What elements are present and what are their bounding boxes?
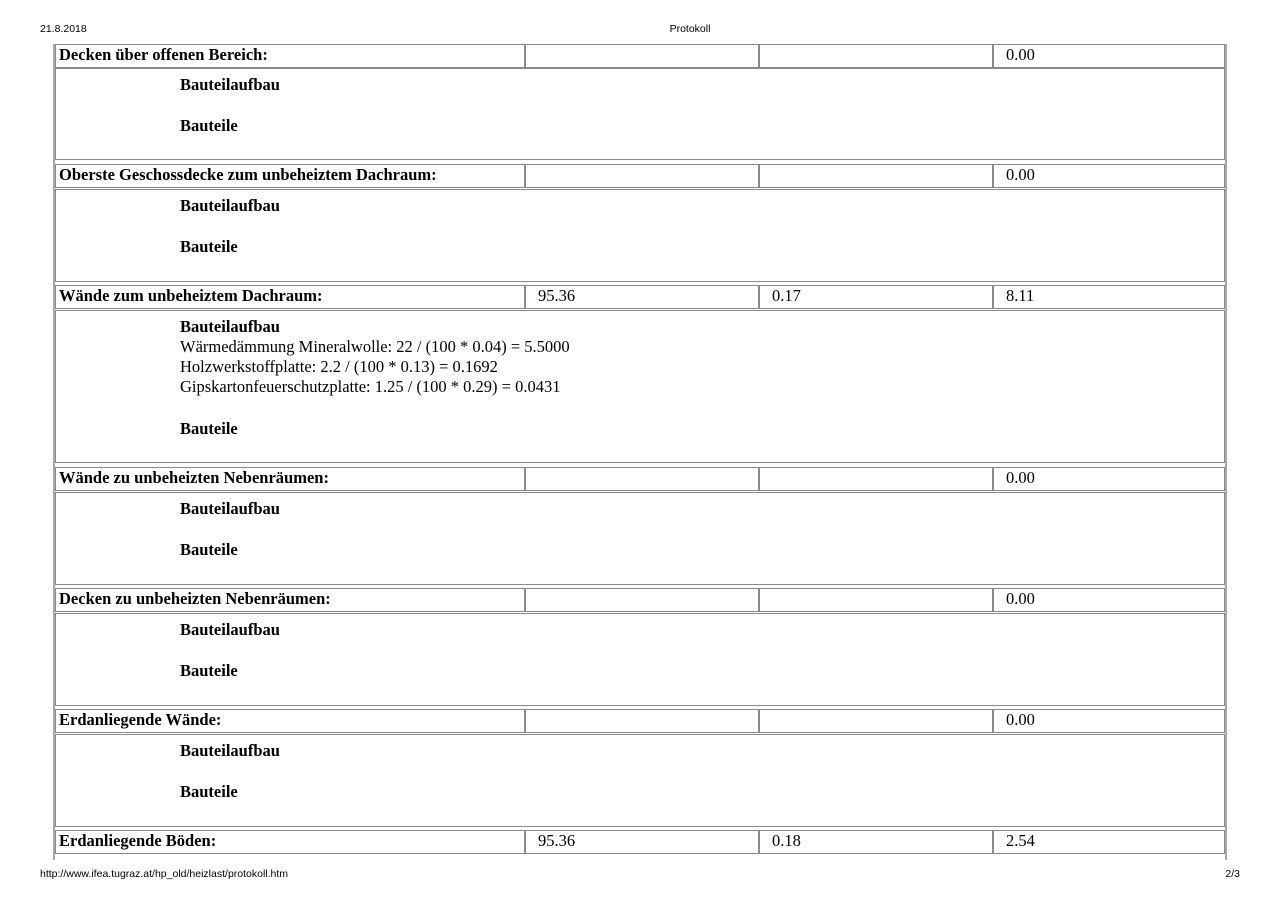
row-label: Wände zu unbeheizten Nebenräumen: [55, 467, 525, 491]
detail-panel [55, 734, 1225, 827]
row-label: Wände zum unbeheiztem Dachraum: [55, 285, 525, 309]
row-value-area [525, 588, 759, 612]
row-label: Oberste Geschossdecke zum unbeheiztem Dachraum: [55, 164, 525, 188]
row-value-area [525, 709, 759, 733]
detail-panel [55, 613, 1225, 706]
detail-panel [55, 492, 1225, 585]
print-title: Protokoll [669, 23, 711, 35]
row-value-u: 0.18 [759, 830, 993, 854]
row-value-u [759, 588, 993, 612]
bauteile-heading: Bauteile [180, 419, 238, 438]
bauteile-heading: Bauteile [180, 661, 238, 680]
bauteilaufbau-heading: Bauteilaufbau [180, 741, 280, 760]
print-date: 21.8.2018 [40, 23, 87, 35]
row-value-u [759, 44, 993, 68]
row-value-loss: 2.54 [993, 830, 1225, 854]
row-value-u [759, 709, 993, 733]
row-value-area [525, 164, 759, 188]
row-value-area [525, 44, 759, 68]
bauteilaufbau-heading: Bauteilaufbau [180, 620, 280, 639]
bauteile-heading: Bauteile [180, 116, 238, 135]
bauteile-heading: Bauteile [180, 237, 238, 256]
layer-line: Wärmedämmung Mineralwolle: 22 / (100 * 0.04) = 5.5000 [180, 337, 570, 356]
row-value-area: 95.36 [525, 285, 759, 309]
bauteile-heading: Bauteile [180, 782, 238, 801]
row-value-loss: 0.00 [993, 467, 1225, 491]
detail-panel [55, 68, 1225, 160]
layer-line: Holzwerkstoffplatte: 2.2 / (100 * 0.13) = 0.1692 [180, 357, 498, 376]
print-url: http://www.ifea.tugraz.at/hp_old/heizlast/protokoll.htm [40, 868, 289, 880]
row-label: Erdanliegende Wände: [55, 709, 525, 733]
bauteilaufbau-heading: Bauteilaufbau [180, 317, 280, 336]
row-value-area [525, 467, 759, 491]
bauteilaufbau-heading: Bauteilaufbau [180, 499, 280, 518]
row-value-loss: 0.00 [993, 588, 1225, 612]
row-label: Erdanliegende Böden: [55, 830, 525, 854]
print-page-number: 2/3 [1225, 868, 1240, 880]
row-value-u [759, 164, 993, 188]
row-value-loss: 8.11 [993, 285, 1225, 309]
row-value-loss: 0.00 [993, 164, 1225, 188]
row-value-area: 95.36 [525, 830, 759, 854]
bauteile-heading: Bauteile [180, 540, 238, 559]
row-value-loss: 0.00 [993, 709, 1225, 733]
row-value-u: 0.17 [759, 285, 993, 309]
row-value-loss: 0.00 [993, 44, 1225, 68]
row-value-u [759, 467, 993, 491]
bauteilaufbau-heading: Bauteilaufbau [180, 196, 280, 215]
row-label: Decken über offenen Bereich: [55, 44, 525, 68]
bauteilaufbau-heading: Bauteilaufbau [180, 75, 280, 94]
detail-panel [55, 310, 1225, 463]
detail-panel [55, 189, 1225, 282]
layer-line: Gipskartonfeuerschutzplatte: 1.25 / (100 * 0.29) = 0.0431 [180, 377, 561, 396]
row-label: Decken zu unbeheizten Nebenräumen: [55, 588, 525, 612]
bauteilaufbau-block [180, 317, 570, 397]
